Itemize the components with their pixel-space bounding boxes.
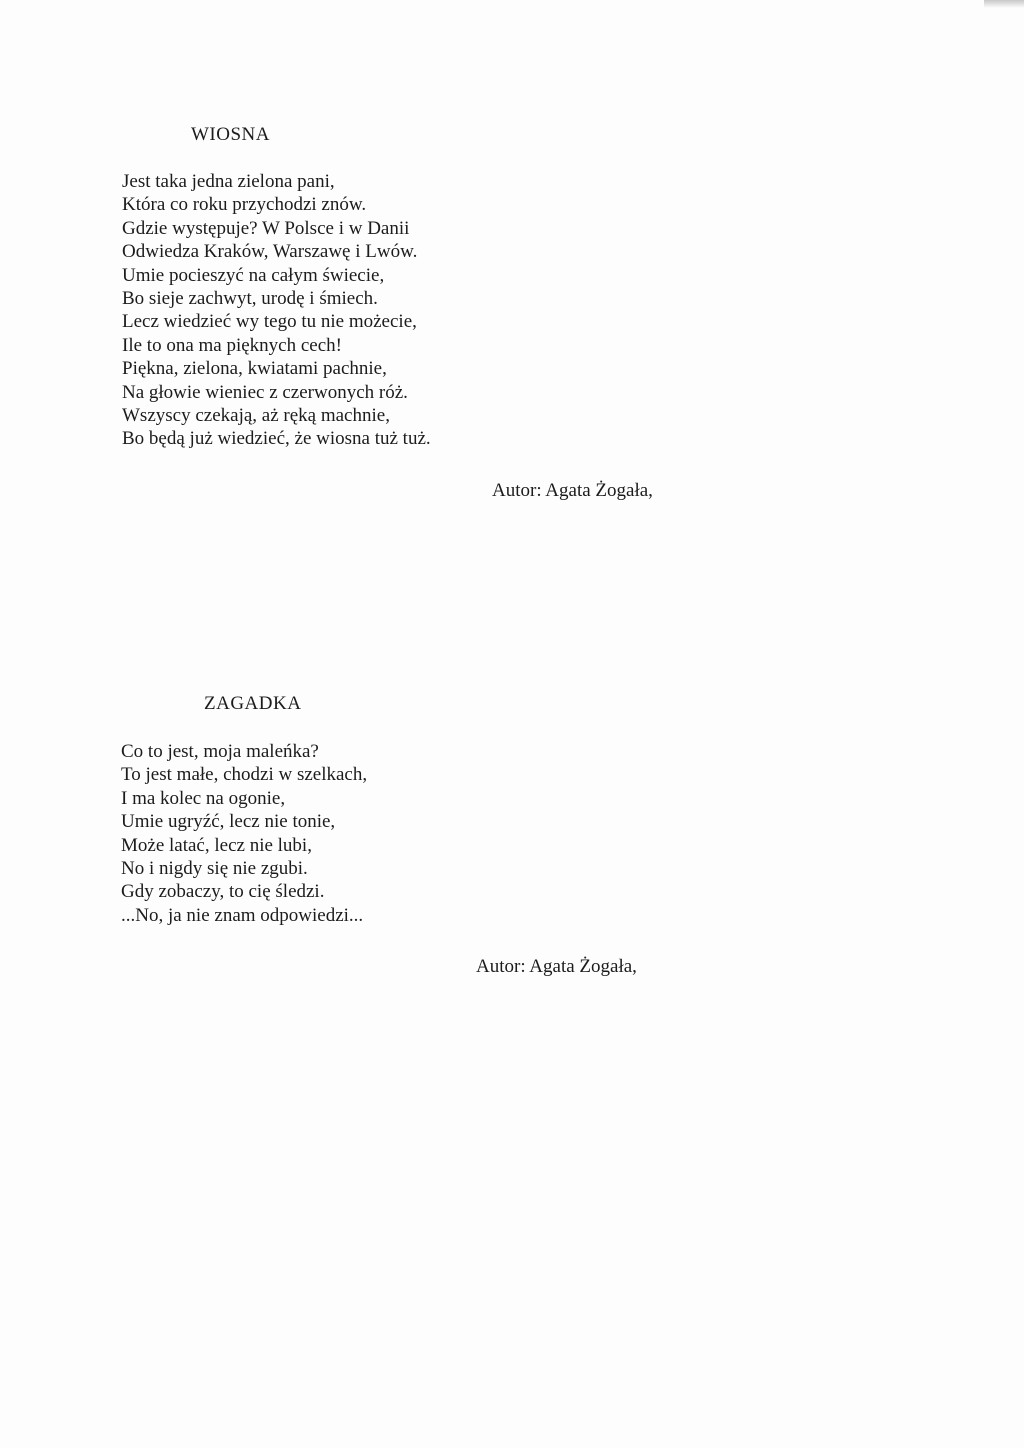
poem-line: Piękna, zielona, kwiatami pachnie, xyxy=(122,358,387,380)
poem-line: Bo sieje zachwyt, urodę i śmiech. xyxy=(122,288,378,310)
poem-body xyxy=(121,740,367,927)
scan-edge-shadow xyxy=(984,0,1024,8)
poem-line: Jest taka jedna zielona pani, xyxy=(122,171,335,192)
poem-line: I ma kolec na ogonie, xyxy=(121,787,286,809)
poem-line: Gdzie występuje? W Polsce i w Danii xyxy=(122,217,410,239)
poem-line: No i nigdy się nie zgubi. xyxy=(121,858,308,880)
poem-author: Autor: Agata Żogała, xyxy=(476,956,637,977)
poem-line: Wszyscy czekają, aż ręką machnie, xyxy=(122,405,390,427)
poem-title: WIOSNA xyxy=(191,124,270,145)
poem-line: Odwiedza Kraków, Warszawę i Lwów. xyxy=(122,241,418,263)
poem-line: To jest małe, chodzi w szelkach, xyxy=(121,764,368,786)
poem-line: Która co roku przychodzi znów. xyxy=(122,194,367,216)
poem-title: ZAGADKA xyxy=(204,693,302,714)
poem-line: Umie pocieszyć na całym świecie, xyxy=(122,264,385,286)
poem-body xyxy=(122,170,431,451)
poem-line: Gdy zobaczy, to cię śledzi. xyxy=(121,881,325,903)
poem-line: Co to jest, moja maleńka? xyxy=(121,741,319,762)
poem-line: Na głowie wieniec z czerwonych róż. xyxy=(122,381,408,403)
poem-line: Lecz wiedzieć wy tego tu nie możecie, xyxy=(122,311,417,333)
poem-line: Bo będą już wiedzieć, że wiosna tuż tuż. xyxy=(122,428,431,450)
poem-author: Autor: Agata Żogała, xyxy=(492,480,653,501)
poem-line: Ile to ona ma pięknych cech! xyxy=(122,334,342,356)
poem-line: ...No, ja nie znam odpowiedzi... xyxy=(121,904,364,926)
poem-line: Umie ugryźć, lecz nie tonie, xyxy=(121,811,336,833)
poem-line: Może latać, lecz nie lubi, xyxy=(121,834,312,856)
